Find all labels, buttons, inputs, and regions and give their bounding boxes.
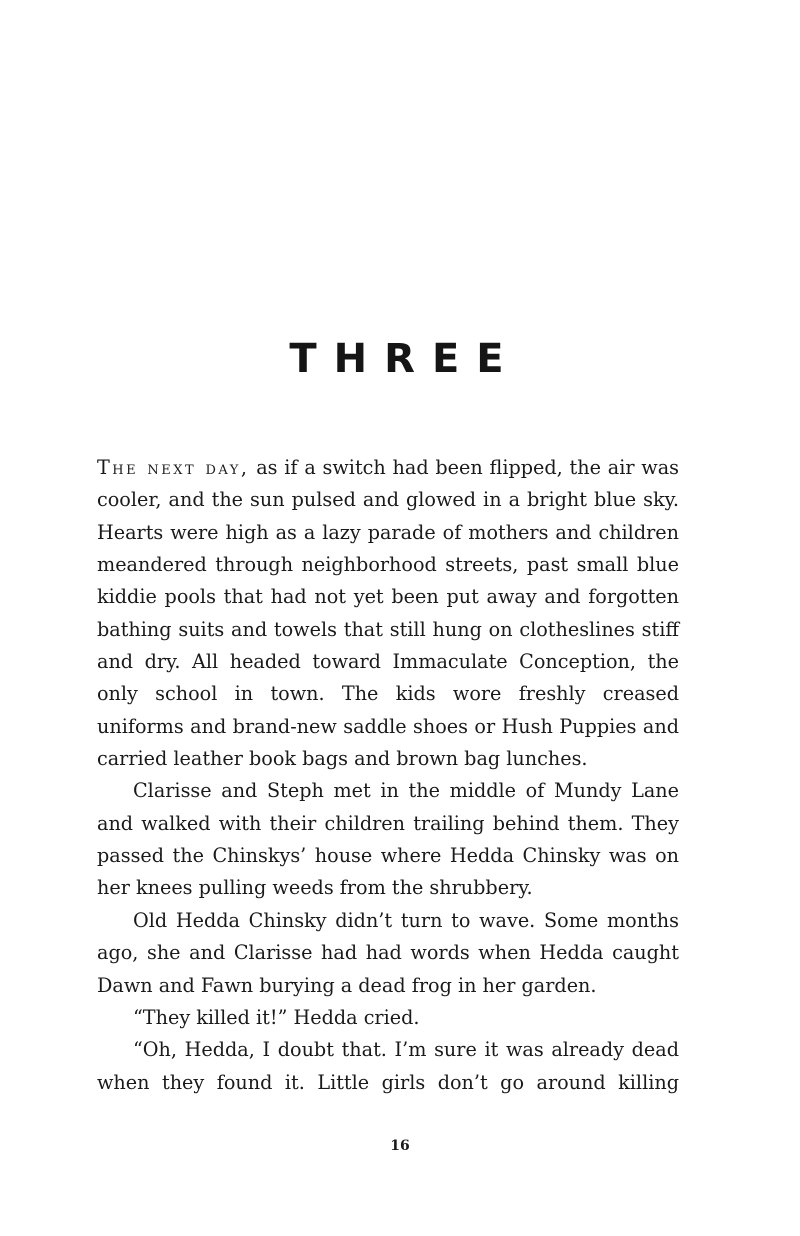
paragraph-1: [97, 452, 679, 775]
paragraph-3: Old Hedda Chinsky didn’t turn to wave. Some months ago, she and Clarisse had had words when Hedda caught Dawn and Fawn burying a dead frog in her garden.: [97, 908, 679, 997]
page-number: 16: [390, 1138, 410, 1154]
paragraph-5: “Oh, Hedda, I doubt that. I’m sure it was already dead when they found it. Little girls don’t go around killing: [97, 1038, 679, 1094]
chapter-body: [97, 452, 679, 1099]
chapter-title: THREE: [289, 335, 521, 382]
paragraph-1-text: as if a switch had been flipped, the air was cooler, and the sun pulsed and glowed in a bright blue sky. Hearts were high as a lazy parade of mothers and children meandered through neighborhood streets, past small blue kiddie pools that had not yet been put away and forgotten bathing suits and towels that still hung on clotheslines stiff and dry. All headed toward Immaculate Conception, the only school in town. The kids wore freshly creased uniforms and brand-new saddle shoes or Hush Puppies and carried leather book bags and brown bag lunches.: [97, 456, 679, 771]
opening-smallcaps: The next day,: [97, 456, 250, 479]
paragraph-4: “They killed it!” Hedda cried.: [133, 1005, 420, 1029]
paragraph-2: Clarisse and Steph met in the middle of Mundy Lane and walked with their children trailing behind them. They passed the Chinskys’ house where Hedda Chinsky was on her knees pulling weeds from the shrubbery.: [97, 779, 679, 900]
